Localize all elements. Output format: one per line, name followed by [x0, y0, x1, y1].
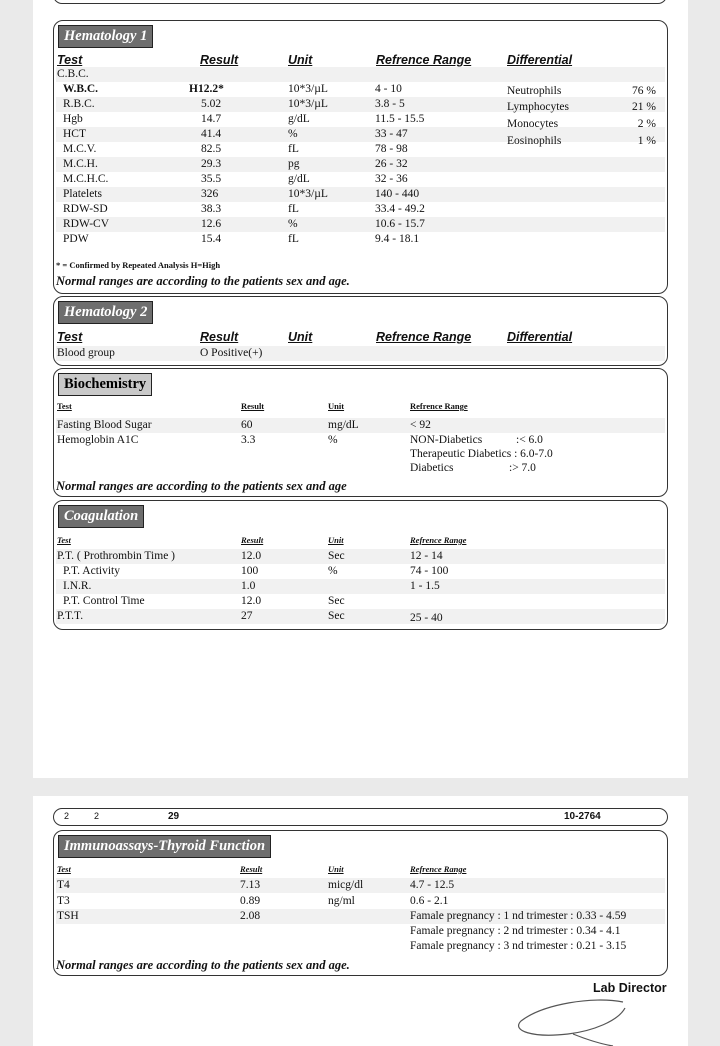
- test-range: 26 - 32: [375, 158, 408, 170]
- test-result: 82.5: [201, 143, 222, 155]
- test-unit: fL: [288, 143, 299, 155]
- group-label: C.B.C.: [57, 68, 89, 80]
- coagulation-section: [53, 500, 668, 630]
- patient-info-bar: [53, 808, 668, 826]
- test-name: I.N.R.: [63, 580, 92, 592]
- test-name: P.T.T.: [57, 610, 84, 622]
- test-result: 41.4: [201, 128, 222, 140]
- test-unit: %: [288, 218, 298, 230]
- row-stripe: [56, 97, 665, 112]
- test-result: 60: [241, 419, 253, 431]
- test-unit: g/dL: [288, 173, 310, 185]
- test-name: W.B.C.: [63, 83, 99, 95]
- page-top-border: [53, 0, 667, 4]
- section-title: Immunoassays-Thyroid Function: [58, 835, 271, 858]
- biochemistry-section: [53, 368, 668, 497]
- test-range: 33 - 47: [375, 128, 408, 140]
- col-header-test: Test: [57, 535, 71, 545]
- test-range: 33.4 - 49.2: [375, 203, 425, 215]
- differential-name: Neutrophils: [507, 85, 562, 97]
- row-stripe: [56, 217, 665, 232]
- test-unit: fL: [288, 233, 299, 245]
- test-result: 100: [241, 565, 259, 577]
- test-range: 25 - 40: [410, 612, 443, 624]
- col-header-unit: Unit: [328, 535, 344, 545]
- test-range: 140 - 440: [375, 188, 420, 200]
- test-result: 5.02: [201, 98, 222, 110]
- col-header-unit: Unit: [288, 330, 313, 344]
- row-stripe: [56, 127, 665, 142]
- test-result: 12.0: [241, 550, 262, 562]
- col-header-range: Refrence Range: [376, 53, 472, 67]
- test-range: 9.4 - 18.1: [375, 233, 420, 245]
- col-header-range: Refrence Range: [410, 864, 467, 874]
- section-footer: Normal ranges are according to the patients sex and age: [56, 479, 347, 493]
- test-unit: fL: [288, 203, 299, 215]
- test-result: 326: [201, 188, 219, 200]
- test-range: 0.6 - 2.1: [410, 895, 449, 907]
- differential-value: 21 %: [632, 101, 656, 113]
- col-header-test: Test: [57, 330, 83, 344]
- col-header-test: Test: [57, 864, 71, 874]
- test-result: 14.7: [201, 113, 222, 125]
- test-name: Blood group: [57, 347, 115, 359]
- section-footer: Normal ranges are according to the patients sex and age.: [56, 958, 350, 972]
- test-range: 11.5 - 15.5: [375, 113, 425, 125]
- test-name: RDW-CV: [63, 218, 109, 230]
- row-stripe: [56, 67, 665, 82]
- tsh-range-extra: Famale pregnancy : 3 nd trimester : 0.21 - 3.15: [410, 940, 627, 952]
- test-name: HCT: [63, 128, 86, 140]
- bar-number: 29: [168, 811, 180, 822]
- test-unit: 10*3/µL: [288, 83, 328, 95]
- hba1c-range-label: Diabetics: [410, 462, 454, 474]
- col-header-unit: Unit: [328, 401, 345, 411]
- test-result: 7.13: [240, 879, 261, 891]
- hba1c-range-label: NON-Diabetics: [410, 434, 483, 446]
- test-name: P.T. Control Time: [63, 595, 145, 607]
- test-unit: 10*3/µL: [288, 98, 328, 110]
- col-header-result: Result: [200, 330, 239, 344]
- bar-field: 2: [94, 811, 100, 821]
- test-unit: %: [288, 128, 298, 140]
- row-stripe: [56, 187, 665, 202]
- test-unit: pg: [288, 158, 300, 170]
- test-result: 0.89: [240, 895, 261, 907]
- test-range: 12 - 14: [410, 550, 443, 562]
- section-title: Hematology 2: [58, 301, 153, 324]
- test-range: 3.8 - 5: [375, 98, 405, 110]
- test-result: 38.3: [201, 203, 222, 215]
- test-result: 29.3: [201, 158, 222, 170]
- test-range: 4.7 - 12.5: [410, 879, 455, 891]
- col-header-result: Result: [240, 864, 263, 874]
- hba1c-range-label: Therapeutic Diabetics : 6.0-7.0: [410, 448, 553, 460]
- test-name: M.C.H.C.: [63, 173, 109, 185]
- test-range: Famale pregnancy : 1 nd trimester : 0.33 - 4.59: [410, 910, 627, 922]
- col-header-range: Refrence Range: [410, 401, 468, 411]
- col-header-range: Refrence Range: [410, 535, 467, 545]
- test-unit: mg/dL: [328, 419, 359, 431]
- hba1c-range-value: :> 7.0: [509, 462, 536, 474]
- test-unit: Sec: [328, 550, 345, 562]
- bar-file-id: 10-2764: [564, 811, 601, 822]
- test-range: 78 - 98: [375, 143, 408, 155]
- bar-field: 2: [64, 811, 70, 821]
- test-name: Platelets: [63, 188, 102, 200]
- differential-value: 76 %: [632, 85, 656, 97]
- test-range: 4 - 10: [375, 83, 402, 95]
- row-stripe: [56, 346, 665, 361]
- test-range: 32 - 36: [375, 173, 408, 185]
- test-result: 3.3: [241, 434, 256, 446]
- test-unit: ng/ml: [328, 895, 355, 907]
- test-name: P.T. Activity: [63, 565, 120, 577]
- test-unit: %: [328, 565, 338, 577]
- hematology-2-section: [53, 296, 668, 366]
- differential-name: Eosinophils: [507, 135, 562, 147]
- col-header-differential: Differential: [507, 330, 573, 344]
- test-result: 15.4: [201, 233, 222, 245]
- row-stripe: [56, 609, 665, 624]
- test-result: O Positive(+): [200, 347, 263, 359]
- test-name: RDW-SD: [63, 203, 108, 215]
- test-result: 1.0: [241, 580, 256, 592]
- col-header-result: Result: [241, 535, 264, 545]
- hematology-1-section: [53, 20, 668, 294]
- test-unit: 10*3/µL: [288, 188, 328, 200]
- col-header-result: Result: [241, 401, 265, 411]
- footnote: * = Confirmed by Repeated Analysis H=High: [56, 260, 221, 270]
- test-name: P.T. ( Prothrombin Time ): [57, 550, 175, 562]
- test-name: Hgb: [63, 113, 83, 125]
- test-result: 35.5: [201, 173, 222, 185]
- test-name: Hemoglobin A1C: [57, 434, 139, 446]
- test-unit: Sec: [328, 595, 345, 607]
- row-stripe: [56, 157, 665, 172]
- test-name: R.B.C.: [63, 98, 95, 110]
- differential-value: 1 %: [637, 135, 656, 147]
- test-unit: micg/dl: [328, 879, 364, 891]
- test-range: 1 - 1.5: [410, 580, 440, 592]
- col-header-unit: Unit: [288, 53, 313, 67]
- test-name: Fasting Blood Sugar: [57, 419, 152, 431]
- tsh-range-extra: Famale pregnancy : 2 nd trimester : 0.34 - 4.1: [410, 925, 621, 937]
- section-title: Biochemistry: [58, 373, 152, 396]
- test-range: 74 - 100: [410, 565, 449, 577]
- section-title: Coagulation: [58, 505, 144, 528]
- test-range: 10.6 - 15.7: [375, 218, 425, 230]
- report-page-1: [33, 0, 688, 778]
- test-result: H12.2*: [189, 83, 224, 95]
- col-header-test: Test: [57, 53, 83, 67]
- test-name: TSH: [57, 910, 79, 922]
- col-header-unit: Unit: [328, 864, 344, 874]
- test-unit: Sec: [328, 610, 345, 622]
- col-header-differential: Differential: [507, 53, 573, 67]
- signature-label: Lab Director: [593, 981, 667, 995]
- test-unit: g/dL: [288, 113, 310, 125]
- signature-scribble: [513, 996, 663, 1046]
- test-name: PDW: [63, 233, 89, 245]
- row-stripe: [56, 579, 665, 594]
- test-name: T4: [57, 879, 70, 891]
- col-header-test: Test: [57, 401, 72, 411]
- col-header-range: Refrence Range: [376, 330, 472, 344]
- differential-value: 2 %: [637, 118, 656, 130]
- test-result: 2.08: [240, 910, 261, 922]
- differential-name: Monocytes: [507, 118, 559, 130]
- test-range: < 92: [410, 419, 431, 431]
- test-unit: %: [328, 434, 338, 446]
- test-name: M.C.V.: [63, 143, 97, 155]
- col-header-result: Result: [200, 53, 239, 67]
- differential-name: Lymphocytes: [507, 101, 569, 113]
- test-result: 12.0: [241, 595, 262, 607]
- section-footer: Normal ranges are according to the patients sex and age.: [56, 274, 350, 288]
- report-page-2: [33, 796, 688, 1046]
- test-name: T3: [57, 895, 70, 907]
- section-title: Hematology 1: [58, 25, 153, 48]
- thyroid-section: [53, 830, 668, 976]
- test-result: 27: [241, 610, 253, 622]
- hba1c-range-value: :< 6.0: [516, 434, 543, 446]
- test-result: 12.6: [201, 218, 222, 230]
- test-name: M.C.H.: [63, 158, 98, 170]
